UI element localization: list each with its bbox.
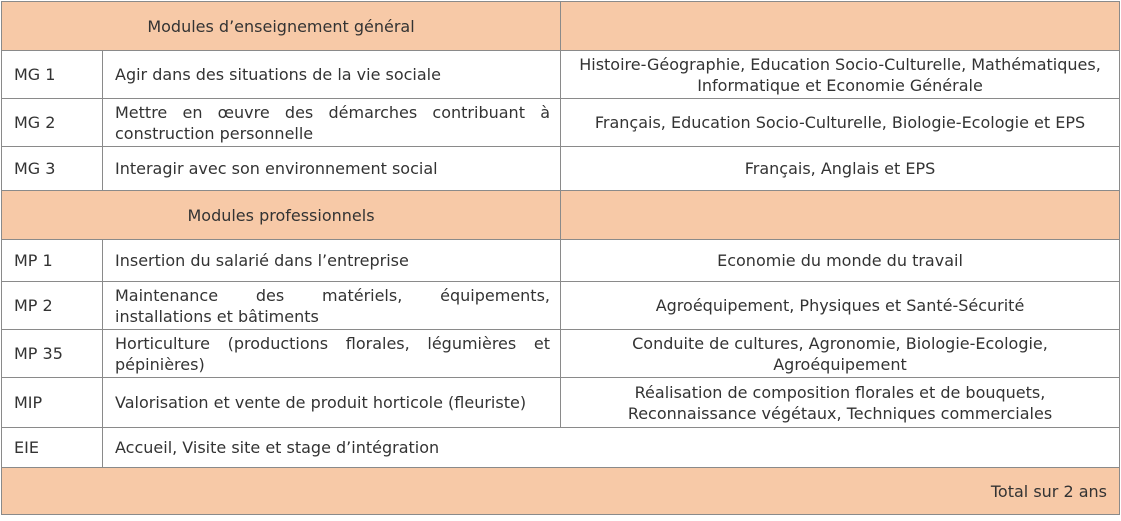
module-subjects: Français, Education Socio-Culturelle, Biologie-Ecologie et EPS bbox=[561, 99, 1120, 147]
module-code: EIE bbox=[2, 428, 103, 468]
module-label: Accueil, Visite site et stage d’intégration bbox=[103, 428, 1120, 468]
module-subjects: Conduite de cultures, Agronomie, Biologie-Ecologie, Agroéquipement bbox=[561, 330, 1120, 378]
section-header-professional bbox=[2, 191, 1120, 240]
module-subjects: Agroéquipement, Physiques et Santé-Sécurité bbox=[561, 282, 1120, 330]
module-code: MG 3 bbox=[2, 147, 103, 191]
modules-table bbox=[1, 1, 1120, 515]
module-code: MG 1 bbox=[2, 51, 103, 99]
section-title: Modules d’enseignement général bbox=[2, 2, 561, 51]
table-row bbox=[2, 428, 1120, 468]
module-subjects: Histoire-Géographie, Education Socio-Culturelle, Mathématiques, Informatique et Economie Générale bbox=[561, 51, 1120, 99]
module-subjects: Réalisation de composition florales et de bouquets, Reconnaissance végétaux, Techniques commerciales bbox=[561, 378, 1120, 428]
table-row bbox=[2, 147, 1120, 191]
module-code: MIP bbox=[2, 378, 103, 428]
module-label: Horticulture (productions florales, légumières et pépinières) bbox=[103, 330, 561, 378]
module-subjects: Economie du monde du travail bbox=[561, 240, 1120, 282]
section-header-general bbox=[2, 2, 1120, 51]
module-code: MP 1 bbox=[2, 240, 103, 282]
table-row bbox=[2, 51, 1120, 99]
table-row bbox=[2, 282, 1120, 330]
table-row bbox=[2, 99, 1120, 147]
table-row bbox=[2, 330, 1120, 378]
total-label: Total sur 2 ans bbox=[2, 468, 1120, 515]
total-row bbox=[2, 468, 1120, 515]
module-label: Interagir avec son environnement social bbox=[103, 147, 561, 191]
module-label: Maintenance des matériels, équipements, installations et bâtiments bbox=[103, 282, 561, 330]
section-header-empty-cell bbox=[561, 191, 1120, 240]
section-header-empty-cell bbox=[561, 2, 1120, 51]
module-label: Insertion du salarié dans l’entreprise bbox=[103, 240, 561, 282]
module-code: MP 35 bbox=[2, 330, 103, 378]
table-row bbox=[2, 240, 1120, 282]
module-label: Mettre en œuvre des démarches contribuant à construction personnelle bbox=[103, 99, 561, 147]
section-title: Modules professionnels bbox=[2, 191, 561, 240]
module-code: MG 2 bbox=[2, 99, 103, 147]
module-code: MP 2 bbox=[2, 282, 103, 330]
module-subjects: Français, Anglais et EPS bbox=[561, 147, 1120, 191]
module-label: Valorisation et vente de produit horticole (fleuriste) bbox=[103, 378, 561, 428]
module-label: Agir dans des situations de la vie sociale bbox=[103, 51, 561, 99]
table-row bbox=[2, 378, 1120, 428]
